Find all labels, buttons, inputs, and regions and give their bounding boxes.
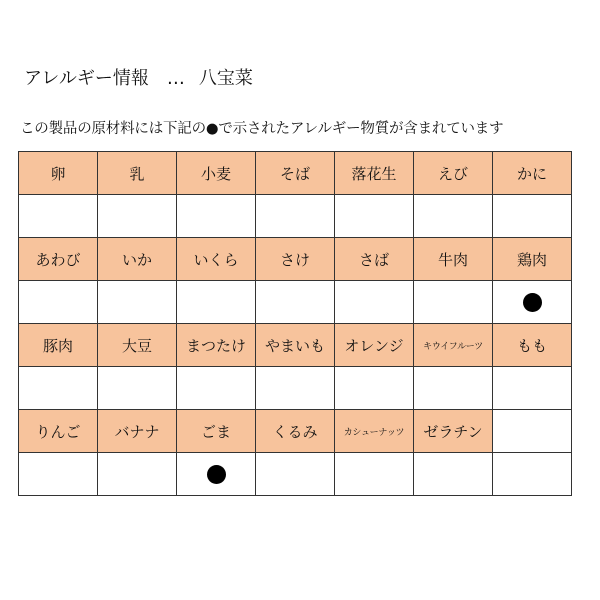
allergen-mark-cell	[177, 281, 256, 324]
allergen-mark-cell	[19, 195, 98, 238]
page-title	[24, 64, 253, 90]
allergen-name-cell: オレンジ	[335, 324, 414, 367]
allergen-mark-cell	[493, 281, 572, 324]
empty-allergen-cell	[493, 410, 572, 453]
allergen-name-cell: 牛肉	[414, 238, 493, 281]
allergen-name-cell: かに	[493, 152, 572, 195]
allergen-mark-cell	[177, 367, 256, 410]
allergen-mark-cell	[414, 367, 493, 410]
allergen-mark-row	[19, 453, 572, 496]
allergen-name-cell: あわび	[19, 238, 98, 281]
allergen-name-cell: そば	[256, 152, 335, 195]
allergen-mark-cell	[177, 195, 256, 238]
allergen-mark-cell	[414, 195, 493, 238]
allergen-mark-cell	[256, 453, 335, 496]
allergen-mark-cell	[335, 453, 414, 496]
allergen-name-cell: えび	[414, 152, 493, 195]
product-name: 八宝菜	[198, 68, 253, 89]
allergen-mark-cell	[19, 281, 98, 324]
allergen-mark-cell	[335, 367, 414, 410]
allergen-name-cell: まつたけ	[177, 324, 256, 367]
allergen-name-cell: 小麦	[177, 152, 256, 195]
allergy-description: この製品の原材料には下記の●で示されたアレルギー物質が含まれています	[20, 121, 504, 137]
allergen-mark-cell	[493, 367, 572, 410]
allergen-name-row	[19, 410, 572, 453]
allergen-name-cell: いか	[98, 238, 177, 281]
allergen-name-cell: 乳	[98, 152, 177, 195]
allergen-name-row	[19, 152, 572, 195]
allergen-mark-cell	[493, 195, 572, 238]
allergen-name-cell: 大豆	[98, 324, 177, 367]
allergen-mark-row	[19, 281, 572, 324]
allergen-mark-cell	[493, 453, 572, 496]
allergen-mark-cell	[414, 453, 493, 496]
allergen-name-cell: もも	[493, 324, 572, 367]
allergen-mark-cell	[335, 281, 414, 324]
allergen-name-cell: 落花生	[335, 152, 414, 195]
allergen-name-cell: さば	[335, 238, 414, 281]
allergen-name-cell: くるみ	[256, 410, 335, 453]
allergen-mark-row	[19, 367, 572, 410]
title-label: アレルギー情報	[24, 68, 149, 89]
allergen-mark-cell	[256, 281, 335, 324]
allergen-name-cell: キウイフルーツ	[414, 324, 493, 367]
allergen-name-cell: さけ	[256, 238, 335, 281]
contains-mark-icon	[207, 465, 226, 484]
allergen-mark-cell	[98, 195, 177, 238]
title-separator: …	[166, 68, 185, 89]
allergen-name-row	[19, 324, 572, 367]
allergen-name-cell: いくら	[177, 238, 256, 281]
allergen-table	[18, 151, 572, 496]
allergen-name-cell: ゼラチン	[414, 410, 493, 453]
allergen-mark-cell	[256, 367, 335, 410]
allergen-name-cell: カシューナッツ	[335, 410, 414, 453]
allergen-name-cell: 鶏肉	[493, 238, 572, 281]
allergen-name-cell: やまいも	[256, 324, 335, 367]
allergen-name-cell: ごま	[177, 410, 256, 453]
allergen-name-cell: バナナ	[98, 410, 177, 453]
allergen-name-row	[19, 238, 572, 281]
allergen-mark-cell	[98, 367, 177, 410]
allergen-mark-cell	[19, 453, 98, 496]
allergen-name-cell: 豚肉	[19, 324, 98, 367]
allergen-mark-cell	[98, 281, 177, 324]
allergen-mark-cell	[19, 367, 98, 410]
allergen-mark-cell	[335, 195, 414, 238]
allergen-mark-cell	[177, 453, 256, 496]
allergen-table-body	[19, 152, 572, 496]
allergen-name-cell: 卵	[19, 152, 98, 195]
allergen-name-cell: りんご	[19, 410, 98, 453]
allergen-mark-cell	[256, 195, 335, 238]
allergen-mark-cell	[98, 453, 177, 496]
allergen-mark-cell	[414, 281, 493, 324]
contains-mark-icon	[523, 293, 542, 312]
allergen-mark-row	[19, 195, 572, 238]
